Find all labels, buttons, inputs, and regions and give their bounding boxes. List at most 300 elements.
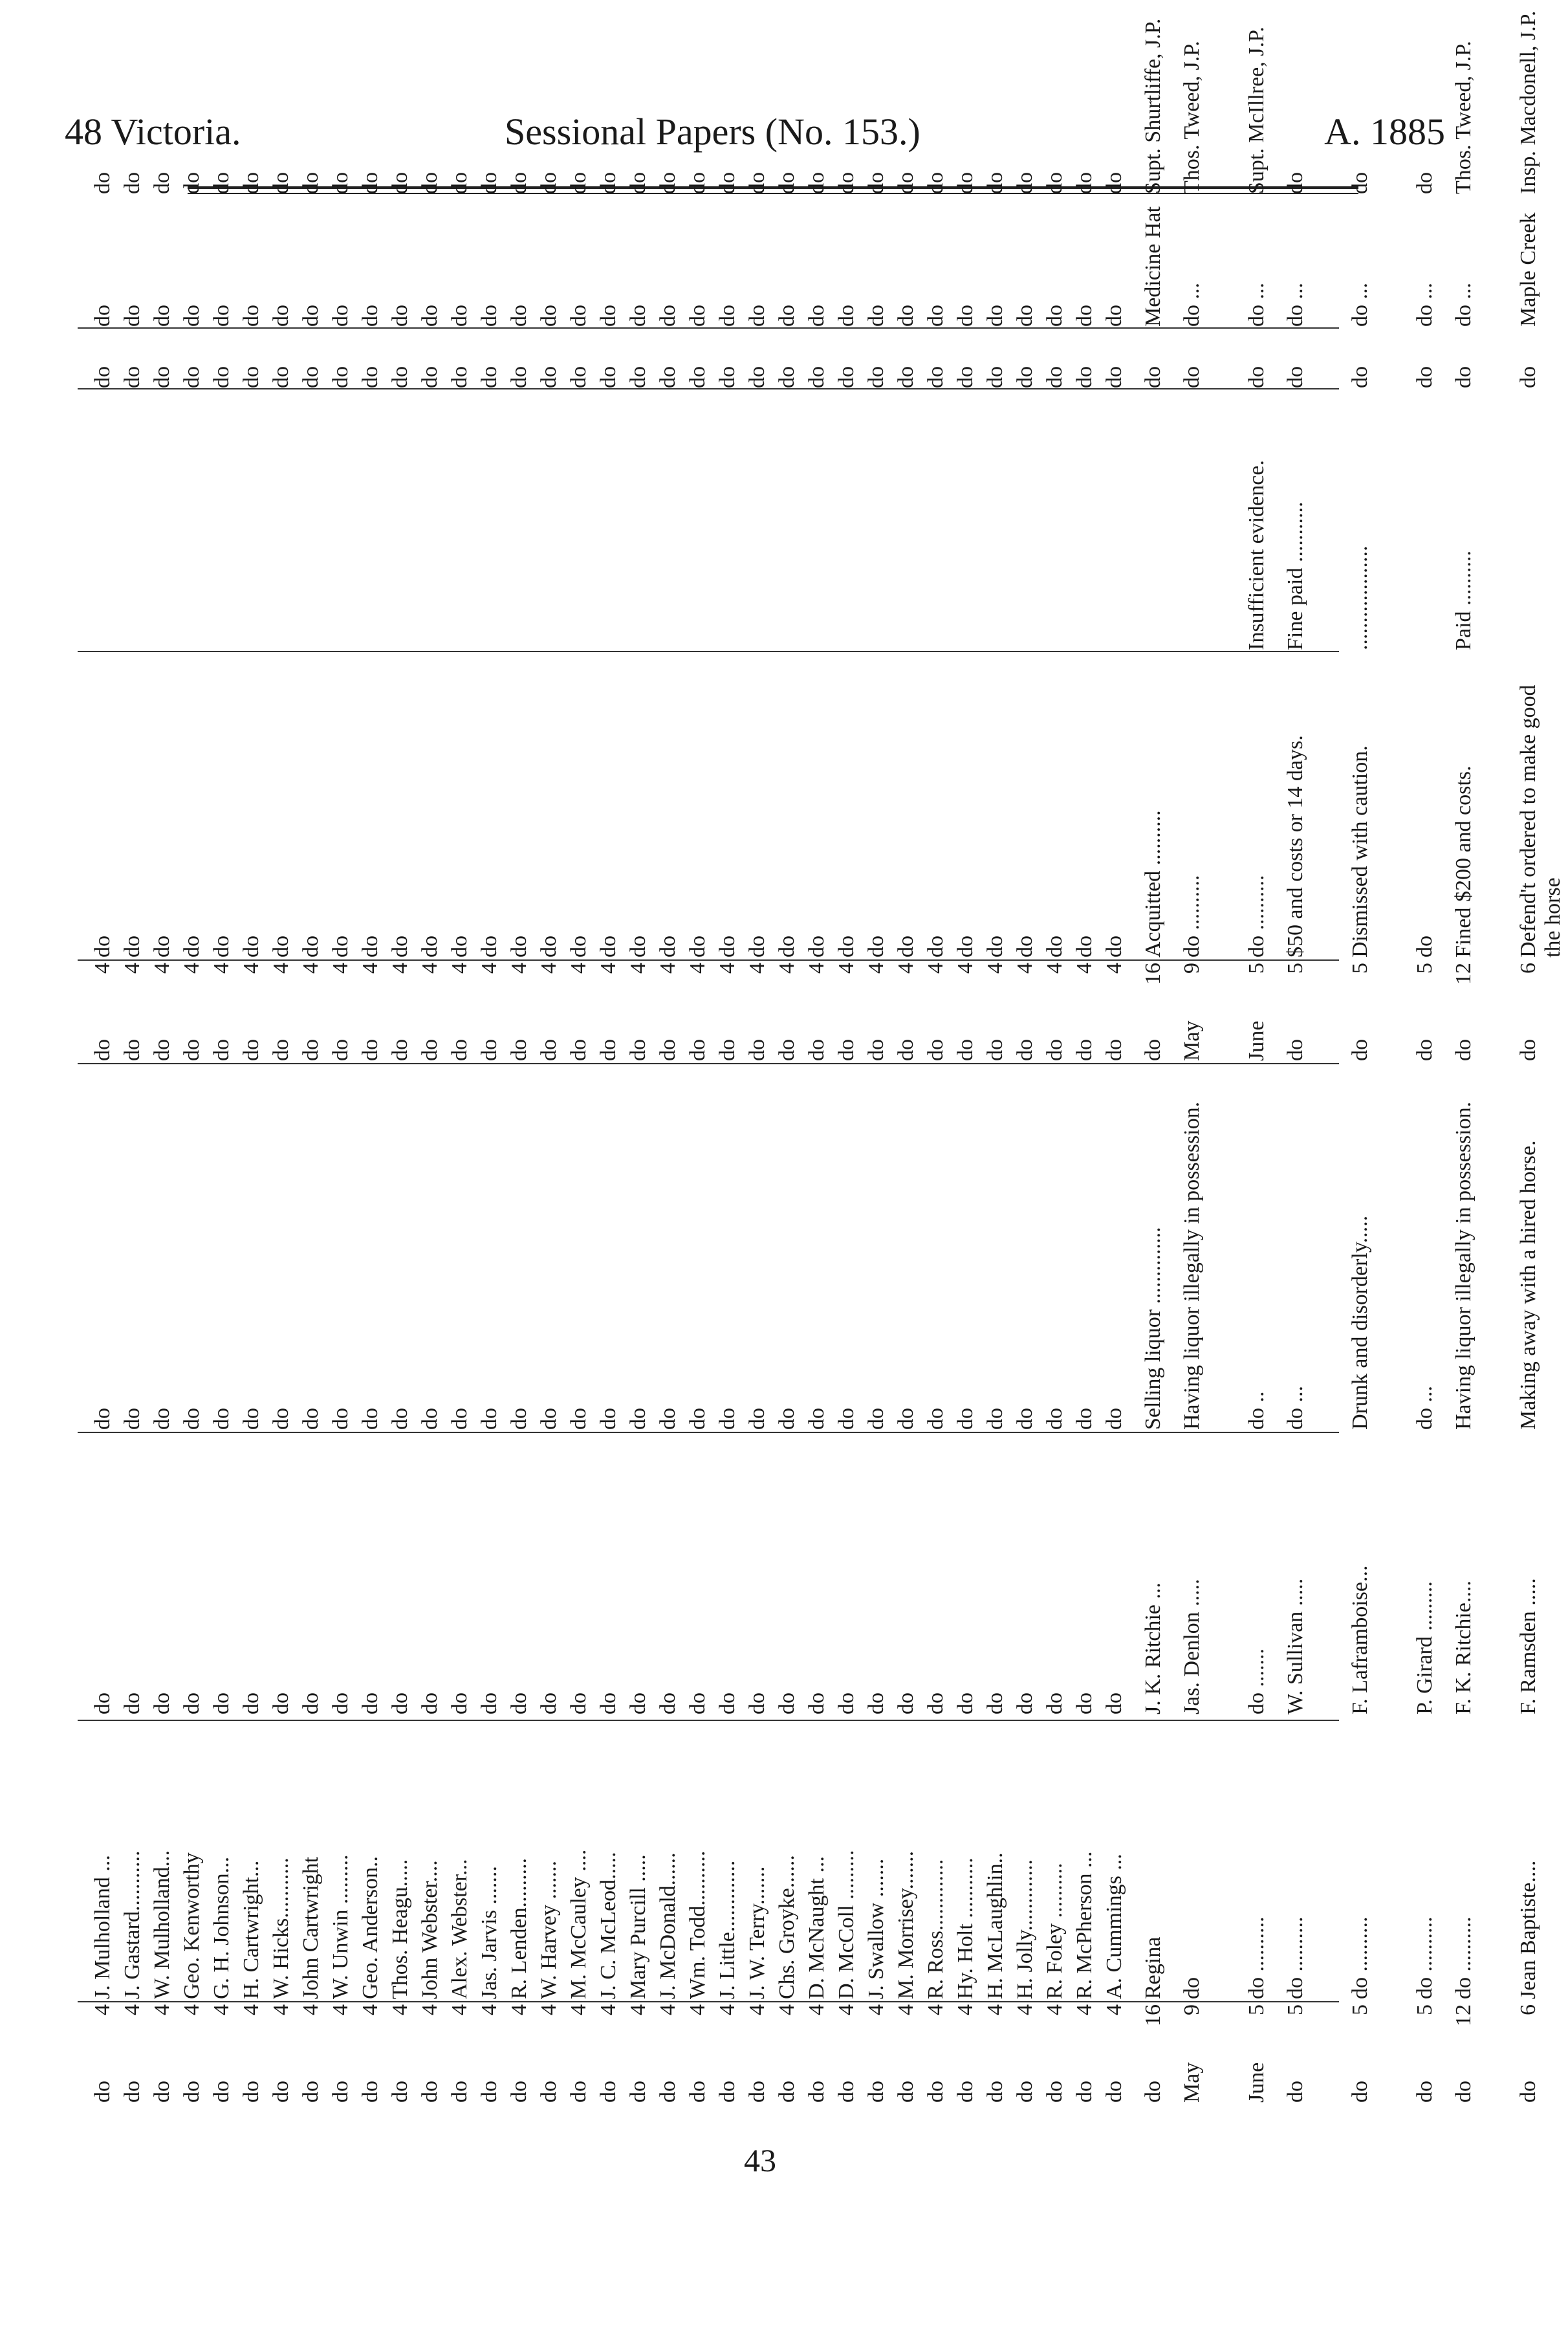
magistrate-cell: do [91, 172, 114, 194]
table-row [596, 172, 622, 2103]
informant-cell: do [656, 1692, 680, 1714]
trial-date-cell: do [834, 1039, 858, 1061]
trial-day-cell: 4 [210, 963, 234, 974]
name-cell: do [1180, 1977, 1204, 1999]
informant-cell: P. Girard ......... [1413, 1581, 1437, 1714]
date-cell: do [924, 2081, 948, 2103]
place-cell: do [1013, 305, 1037, 327]
trial-day-cell: 12 [1452, 963, 1475, 985]
informant-cell: W. Sullivan ..... [1283, 1578, 1307, 1714]
judgment-cell: do [418, 936, 442, 958]
magistrate-cell: Thos. Tweed, J.P. [1180, 41, 1204, 194]
table-row [1141, 18, 1167, 2103]
trial-date-cell: do [567, 1039, 591, 1061]
judgment-cell: do [1102, 936, 1126, 958]
judgment-cell: do [180, 936, 204, 958]
informant-cell: do [983, 1692, 1007, 1714]
remarks-cell [953, 391, 979, 650]
offence-cell: do [715, 1408, 739, 1430]
name-cell: W. Hicks........... [269, 1857, 293, 1999]
trial-date-cell: do [596, 1039, 620, 1061]
place-cell: do [834, 305, 858, 327]
remarks-cell [448, 391, 474, 650]
name-cell: John Cartwright [299, 1856, 323, 1999]
header-volume: 48 Victoria. [65, 111, 241, 153]
trial-day-cell: 4 [91, 963, 114, 974]
magistrate-cell: do [775, 172, 799, 194]
informant-cell: do [269, 1692, 293, 1714]
table-row [983, 172, 1009, 2103]
trial-day-cell: 4 [329, 963, 353, 974]
remarks-cell [120, 391, 146, 650]
record-date-cell: do [91, 366, 114, 388]
offence-cell: do [507, 1408, 531, 1430]
magistrate-cell: do [1073, 172, 1096, 194]
place-cell: do [775, 305, 799, 327]
date-cell: do [418, 2081, 442, 2103]
magistrate-cell: do [1413, 172, 1437, 194]
date-cell: do [537, 2081, 561, 2103]
trial-day-cell: 4 [358, 963, 382, 974]
day-cell: 4 [507, 2004, 531, 2015]
magistrate-cell: do [1283, 172, 1307, 194]
judgment-cell: do [894, 936, 918, 958]
informant-cell: do [805, 1692, 829, 1714]
day-cell: 4 [656, 2004, 680, 2015]
place-cell: Maple Creek [1516, 212, 1540, 327]
judgment-cell: do [596, 936, 620, 958]
offence-cell: Having liquor illegally in possession. [1452, 1101, 1475, 1430]
offence-cell: do [686, 1408, 710, 1430]
table-row [1043, 172, 1069, 2103]
date-cell: do [358, 2081, 382, 2103]
trial-date-cell: do [745, 1039, 769, 1061]
record-date-cell: do [715, 366, 739, 388]
record-date-cell: do [1452, 366, 1475, 388]
name-cell: Thos. Heagu..... [388, 1859, 412, 1999]
record-date-cell: do [120, 366, 144, 388]
date-cell: do [1413, 2081, 1437, 2103]
record-date-cell: do [210, 366, 234, 388]
remarks-cell [567, 391, 593, 650]
trial-date-cell: do [656, 1039, 680, 1061]
day-cell: 4 [1073, 2004, 1096, 2015]
record-date-cell: do [507, 366, 531, 388]
record-date-cell: do [983, 366, 1007, 388]
day-cell: 5 [1245, 2004, 1269, 2015]
judgment-cell: do [537, 936, 561, 958]
trial-date-cell: do [1102, 1039, 1126, 1061]
trial-date-cell: do [269, 1039, 293, 1061]
offence-cell: do [388, 1408, 412, 1430]
trial-day-cell: 4 [626, 963, 650, 974]
day-cell: 4 [686, 2004, 710, 2015]
trial-date-cell: do [477, 1039, 501, 1061]
name-cell: Hy. Holt ........... [953, 1857, 977, 1999]
place-cell: do [358, 305, 382, 327]
judgment-cell: do [805, 936, 829, 958]
trial-day-cell: 4 [150, 963, 174, 974]
place-cell: do [448, 305, 472, 327]
judgment-cell: do [775, 936, 799, 958]
judgment-cell: do [448, 936, 472, 958]
name-cell: H. Cartwright... [239, 1860, 263, 1999]
place-cell: do [715, 305, 739, 327]
judgment-cell: do [924, 936, 948, 958]
remarks-cell [715, 391, 741, 650]
day-cell: 4 [567, 2004, 591, 2015]
remarks-cell [775, 391, 801, 650]
magistrate-cell: do [239, 172, 263, 194]
magistrate-cell: do [834, 172, 858, 194]
record-date-cell: do [1073, 366, 1096, 388]
day-cell: 4 [894, 2004, 918, 2015]
place-cell: do ... [1413, 283, 1437, 327]
name-cell: do .......... [1283, 1916, 1307, 1999]
table-row [239, 172, 265, 2103]
magistrate-cell: do [1348, 172, 1372, 194]
judgment-cell: do [864, 936, 888, 958]
place-cell: do [864, 305, 888, 327]
judgment-cell: do [388, 936, 412, 958]
informant-cell: do [537, 1692, 561, 1714]
date-cell: do [775, 2081, 799, 2103]
date-cell: do [656, 2081, 680, 2103]
judgment-cell: do [239, 936, 263, 958]
trial-date-cell: do [805, 1039, 829, 1061]
magistrate-cell: do [477, 172, 501, 194]
magistrate-cell: do [418, 172, 442, 194]
informant-cell: F. Ramsden ..... [1516, 1578, 1540, 1714]
record-date-cell: do [596, 366, 620, 388]
trial-date-cell: do [1043, 1039, 1067, 1061]
magistrate-cell: do [715, 172, 739, 194]
offence-cell: do [1043, 1408, 1067, 1430]
offence-cell: do [894, 1408, 918, 1430]
trial-date-cell: do [210, 1039, 234, 1061]
trial-date-cell: do [448, 1039, 472, 1061]
trial-day-cell: 5 [1283, 963, 1307, 974]
trial-day-cell: 4 [894, 963, 918, 974]
page-number: 43 [744, 2142, 776, 2178]
trial-day-cell: 4 [388, 963, 412, 974]
magistrate-cell: do [805, 172, 829, 194]
place-cell: do [805, 305, 829, 327]
trial-date-cell: do [329, 1039, 353, 1061]
day-cell: 4 [91, 2004, 114, 2015]
record-date-cell: do [567, 366, 591, 388]
trial-date-cell: do [715, 1039, 739, 1061]
name-cell: Wm. Todd.......... [686, 1850, 710, 1999]
trial-day-cell: 4 [1013, 963, 1037, 974]
magistrate-cell: Insp. Macdonell, J.P. [1516, 10, 1540, 194]
day-cell: 4 [834, 2004, 858, 2015]
trial-date-cell: do [150, 1039, 174, 1061]
offence-cell: do [596, 1408, 620, 1430]
day-cell: 12 [1452, 2004, 1475, 2026]
day-cell: 6 [1516, 2004, 1540, 2015]
day-cell: 4 [477, 2004, 501, 2015]
informant-cell: do [477, 1692, 501, 1714]
trial-day-cell: 5 [1348, 963, 1372, 974]
date-cell: do [864, 2081, 888, 2103]
name-cell: Chs. Groyke...... [775, 1855, 799, 1999]
offence-cell: do [91, 1408, 114, 1430]
magistrate-cell: Supt. McIllree, J.P. [1245, 27, 1269, 194]
informant-cell: Jas. Denlon ..... [1180, 1579, 1204, 1714]
informant-cell: do [745, 1692, 769, 1714]
table-row [1245, 27, 1270, 2103]
place-cell: do [477, 305, 501, 327]
date-cell: do [953, 2081, 977, 2103]
place-cell: do [329, 305, 353, 327]
offence-cell: do [329, 1408, 353, 1430]
day-cell: 4 [329, 2004, 353, 2015]
record-date-cell: do [745, 366, 769, 388]
informant-cell: do [834, 1692, 858, 1714]
trial-date-cell: do [299, 1039, 323, 1061]
remarks-cell [805, 391, 831, 650]
date-cell: do [299, 2081, 323, 2103]
remarks-cell [924, 391, 950, 650]
offence-cell: Having liquor illegally in possession. [1180, 1101, 1204, 1430]
name-cell: R. McPherson ... [1073, 1851, 1096, 1999]
date-cell: do [1348, 2081, 1372, 2103]
date-cell: do [388, 2081, 412, 2103]
offence-cell: do [983, 1408, 1007, 1430]
offence-cell: do [448, 1408, 472, 1430]
place-cell: do [924, 305, 948, 327]
magistrate-cell: do [388, 172, 412, 194]
date-cell: do [1013, 2081, 1037, 2103]
day-cell: 4 [953, 2004, 977, 2015]
offence-cell: do [210, 1408, 234, 1430]
offence-cell: Selling liquor .............. [1141, 1227, 1165, 1430]
informant-cell: do [924, 1692, 948, 1714]
trial-date-cell: May [1180, 1020, 1204, 1061]
offence-cell: do [924, 1408, 948, 1430]
place-cell: do [269, 305, 293, 327]
magistrate-cell: do [448, 172, 472, 194]
trial-date-cell: do [894, 1039, 918, 1061]
record-date-cell: do [1043, 366, 1067, 388]
record-date-cell: do [1516, 366, 1540, 388]
judgment-cell: do [626, 936, 650, 958]
date-cell: do [150, 2081, 174, 2103]
table-row [210, 172, 235, 2103]
offence-cell: do [239, 1408, 263, 1430]
judgment-cell: do .......... [1245, 875, 1269, 958]
remarks-cell [180, 391, 206, 650]
informant-cell: do [567, 1692, 591, 1714]
magistrate-cell: do [864, 172, 888, 194]
place-cell: do [210, 305, 234, 327]
date-cell: do [1452, 2081, 1475, 2103]
offence-cell: do [1102, 1408, 1126, 1430]
magistrate-cell: do [120, 172, 144, 194]
record-date-cell: do [1283, 366, 1307, 388]
judgment-cell: do [983, 936, 1007, 958]
trial-date-cell: do [1141, 1039, 1165, 1061]
name-cell: Regina [1141, 1936, 1165, 1999]
informant-cell: J. K. Ritchie ... [1141, 1583, 1165, 1714]
judgment-cell: Acquitted .......... [1141, 810, 1165, 958]
judgment-cell: do [715, 936, 739, 958]
informant-cell: do [120, 1692, 144, 1714]
trial-day-cell: 4 [299, 963, 323, 974]
trial-day-cell: 5 [1245, 963, 1269, 974]
offence-cell: do [745, 1408, 769, 1430]
place-cell: do ... [1180, 283, 1204, 327]
remarks-cell [745, 391, 771, 650]
name-cell: John Webster.... [418, 1860, 442, 1999]
record-date-cell: do [269, 366, 293, 388]
name-cell: Jas. Jarvis ....... [477, 1866, 501, 1999]
magistrate-cell: do [745, 172, 769, 194]
day-cell: 4 [448, 2004, 472, 2015]
trial-date-cell: do [1452, 1039, 1475, 1061]
remarks-cell [537, 391, 563, 650]
date-cell: do [210, 2081, 234, 2103]
trial-date-cell: do [864, 1039, 888, 1061]
date-cell: do [1102, 2081, 1126, 2103]
informant-cell: F. K. Ritchie.... [1452, 1581, 1475, 1714]
record-date-cell: do [477, 366, 501, 388]
place-cell: do ... [1245, 283, 1269, 327]
trial-day-cell: 4 [715, 963, 739, 974]
place-cell: do [1102, 305, 1126, 327]
magistrate-cell: do [329, 172, 353, 194]
judgment-cell: do [745, 936, 769, 958]
place-cell: do [567, 305, 591, 327]
offence-cell: do [626, 1408, 650, 1430]
judgment-cell: do [358, 936, 382, 958]
place-cell: do [1043, 305, 1067, 327]
record-date-cell: do [894, 366, 918, 388]
informant-cell: do [775, 1692, 799, 1714]
trial-day-cell: 4 [1102, 963, 1126, 974]
name-cell: H. McLaughlin.. [983, 1852, 1007, 1999]
day-cell: 4 [1013, 2004, 1037, 2015]
trial-date-cell: do [775, 1039, 799, 1061]
trial-date-cell: do [1348, 1039, 1372, 1061]
judgment-cell: do [953, 936, 977, 958]
trial-day-cell: 5 [1413, 963, 1437, 974]
informant-cell: do [299, 1692, 323, 1714]
date-cell: May [1180, 2062, 1204, 2103]
name-cell: R. Ross............. [924, 1859, 948, 1999]
table-row [686, 172, 712, 2103]
offence-cell: do [120, 1408, 144, 1430]
name-cell: D. McColl ......... [834, 1850, 858, 1999]
day-cell: 4 [299, 2004, 323, 2015]
magistrate-cell: do [210, 172, 234, 194]
name-cell: do .......... [1348, 1916, 1372, 1999]
date-cell: do [1516, 2081, 1540, 2103]
offence-cell: do [150, 1408, 174, 1430]
name-cell: do .......... [1245, 1916, 1269, 1999]
table-row [329, 172, 354, 2103]
offence-cell: do [953, 1408, 977, 1430]
magistrate-cell: Supt. Shurtliffe, J.P. [1141, 18, 1165, 194]
place-cell: do [596, 305, 620, 327]
judgment-cell: do [567, 936, 591, 958]
name-cell: J. Little............. [715, 1860, 739, 1999]
table-row [507, 172, 533, 2103]
informant-cell: do [1102, 1692, 1126, 1714]
date-cell: do [626, 2081, 650, 2103]
date-cell: do [448, 2081, 472, 2103]
place-cell: do [388, 305, 412, 327]
informant-cell: do [596, 1692, 620, 1714]
remarks-cell [477, 391, 503, 650]
judgment-cell: Defend't ordered to make good the horse [1516, 685, 1565, 958]
table-row [1452, 41, 1503, 2103]
table-row [477, 172, 503, 2103]
trial-day-cell: 4 [983, 963, 1007, 974]
judgment-cell: do [834, 936, 858, 958]
offence-cell: do [1073, 1408, 1096, 1430]
trial-day-cell: 4 [477, 963, 501, 974]
table-row [1102, 172, 1128, 2103]
remarks-cell [1073, 391, 1098, 650]
table-row [805, 172, 831, 2103]
trial-day-cell: 4 [507, 963, 531, 974]
magistrate-cell: do [686, 172, 710, 194]
trial-date-cell: do [626, 1039, 650, 1061]
place-cell: do [745, 305, 769, 327]
day-cell: 4 [180, 2004, 204, 2015]
table-row [1073, 172, 1098, 2103]
day-cell: 4 [715, 2004, 739, 2015]
record-date-cell: do [834, 366, 858, 388]
record-date-cell: do [1102, 366, 1126, 388]
informant-cell: do [358, 1692, 382, 1714]
remarks-cell [1516, 391, 1568, 650]
name-cell: J. C. McLeod..... [596, 1852, 620, 1999]
day-cell: 16 [1141, 2004, 1165, 2026]
day-cell: 4 [924, 2004, 948, 2015]
day-cell: 4 [239, 2004, 263, 2015]
date-cell: do [1283, 2081, 1307, 2103]
date-cell: do [239, 2081, 263, 2103]
judgment-cell: do [1413, 936, 1437, 958]
magistrate-cell: do [150, 172, 174, 194]
trial-date-cell: do [537, 1039, 561, 1061]
place-cell: Medicine Hat [1141, 206, 1165, 327]
offence-cell: do [656, 1408, 680, 1430]
table-row [567, 172, 593, 2103]
day-cell: 4 [210, 2004, 234, 2015]
remarks-cell: Insufficient evidence. [1245, 460, 1269, 650]
informant-cell: do [448, 1692, 472, 1714]
magistrate-cell: do [596, 172, 620, 194]
offence-cell: do [537, 1408, 561, 1430]
place-cell: do [983, 305, 1007, 327]
table-row [91, 172, 116, 2103]
table-row [953, 172, 979, 2103]
judgment-cell: do [210, 936, 234, 958]
record-date-cell: do [1013, 366, 1037, 388]
place-cell: do [150, 305, 174, 327]
date-cell: do [1073, 2081, 1096, 2103]
judgment-cell: Fined $200 and costs. [1452, 765, 1475, 958]
judgment-cell: do [299, 936, 323, 958]
trial-date-cell: do [983, 1039, 1007, 1061]
table-row [269, 172, 295, 2103]
header-title: Sessional Papers (No. 153.) [505, 111, 920, 153]
name-cell: W. Harvey ....... [537, 1860, 561, 1999]
